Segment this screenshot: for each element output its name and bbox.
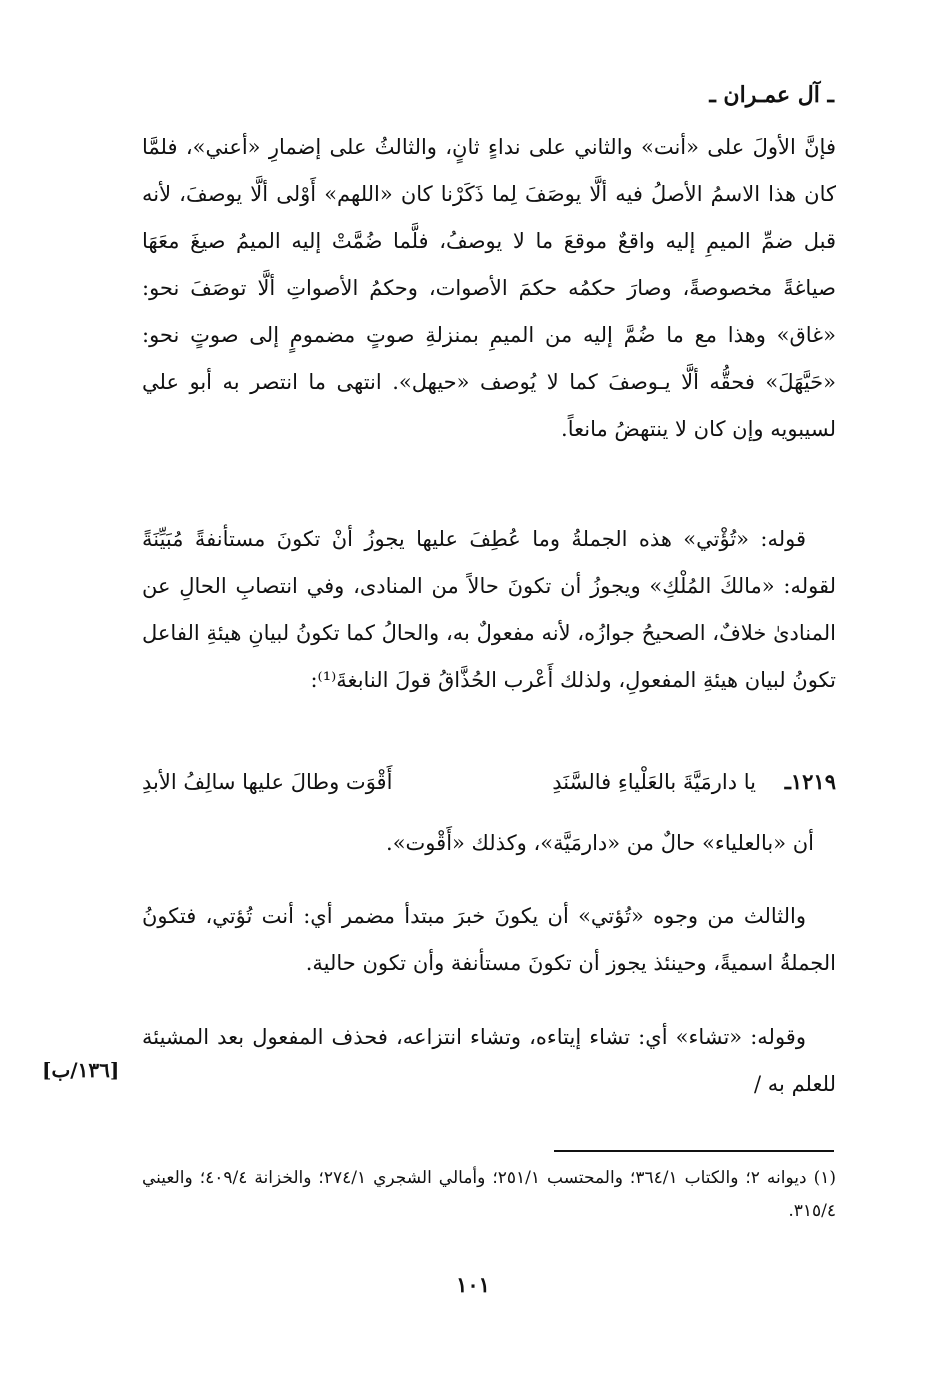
footnote-divider: [554, 1150, 834, 1152]
body-text-top: [142, 124, 836, 453]
paragraph-1: فإنَّ الأولَ على «أنت» والثاني على نداءٍ ثانٍ، والثالثُ على إضمارِ «أعني»، فلمَّا كان هذا الاسمُ الأصلُ فيه ألَّا يوصَفَ لِما ذَكَرْنا كان «اللهم» أَوْلى ألَّا يوصفَ، لأنه قبل ضمِّ الميمِ إليه واقعٌ موقعَ ما لا يوصفُ، فلَّما ضُمَّتْ إليه الميمُ صيغَ معَهَا صياغةً مخصوصةً، وصارَ حكمُه حكمَ الأصوات، وحكمُ الأصواتِ ألَّا توصَفَ نحو: «غاق» وهذا مع ما ضُمَّ إليه من الميمِ بمنزلةِ صوتٍ مضمومٍ إلى صوتٍ نحو: «حَيَّهَلَ» فحقُّه ألَّا يـوصفَ كما لا يُوصف «حيهل». انتهى ما انتصر به أبو علي لسيبويه وإن كان لا ينتهضُ مانعاً.: [142, 135, 837, 441]
verse-second-hemistich: أَقْوَت وطالَ عليها سالِفُ الأبدِ: [142, 770, 393, 794]
page-number: ١٠١: [456, 1272, 490, 1297]
verse-number: ١٢١٩ـ: [784, 769, 836, 794]
body-text-middle: [142, 516, 836, 704]
manuscript-folio-reference: [١٣٦/ب]: [42, 1058, 120, 1082]
footnote-1: (١) ديوانه ٢؛ والكتاب ٣٦٤/١؛ والمحتسب ٢٥١/١؛ وأمالي الشجري ٢٧٤/١؛ والخزانة ٤٠٩/٤؛ والعيني ٣١٥/٤.: [142, 1168, 836, 1221]
paragraph-4: وقوله: «تشاء» أي: تشاء إيتاءه، وتشاء انتزاعه، فحذف المفعول بعد المشيئة للعلم به /: [142, 1025, 836, 1096]
body-text-lower-2: [142, 1014, 836, 1108]
body-text-lower-1: [142, 893, 836, 987]
running-header: ـ آل عمـران ـ: [709, 82, 834, 108]
poetry-verse: [142, 756, 836, 808]
paragraph-2: قوله: «تُؤْتي» هذه الجملةُ وما عُطِفَ عليها يجوزُ أنْ تكونَ مستأنفةً مُبَيِّنَةً لقوله: «مالكَ المُلْكِ» ويجوزُ أن تكونَ حالاً من المنادى، وفي انتصابِ الحالِ عن المنادىٰ خلافٌ، الصحيحُ جوازُه، لأنه مفعولٌ به، والحالُ كما تكونُ لبيانِ هيئةِ الفاعل تكونُ لبيان هيئةِ المفعولِ، ولذلك أَعْرب الحُذَّاقُ قولَ النابغةَ⁽¹⁾:: [142, 527, 836, 692]
verse-first-hemistich: يا دارمَيَّةَ بالعَلْياءِ فالسَّنَدِ: [552, 770, 756, 794]
paragraph-3: والثالث من وجوه «تُؤتي» أن يكونَ خبرَ مبتدأ مضمر أي: أنت تُؤتي، فتكونُ الجملةُ اسميةً، وحينئذ يجوز أن تكونَ مستأنفة وأن تكون حالية.: [142, 904, 836, 975]
footnotes: [142, 1162, 836, 1228]
verse-explanation: أن «بالعلياء» حالٌ من «دارمَيَّة»، وكذلك «أَقْوت».: [386, 831, 814, 855]
